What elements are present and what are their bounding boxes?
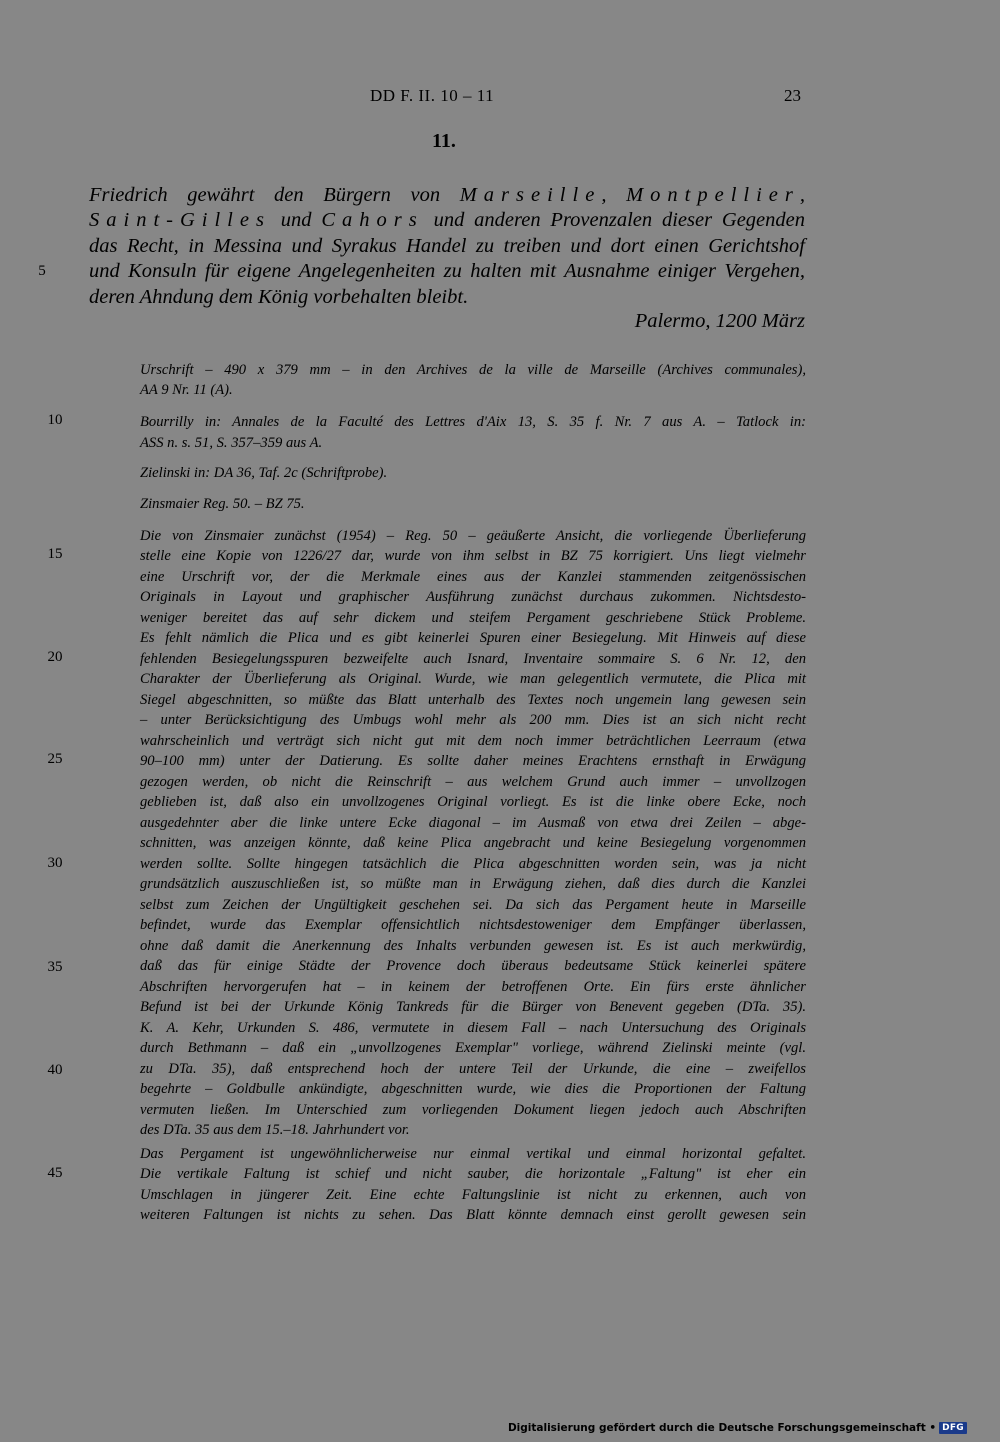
commentary-line: ASS n. s. 51, S. 357–359 aus A.	[140, 435, 323, 451]
regest-line	[89, 208, 805, 233]
line-number: 15	[47, 546, 63, 562]
commentary-line: Das Pergament ist ungewöhnlicherweise nur einmal vertikal und einmal horizontal gefaltet.	[140, 1146, 806, 1162]
commentary-line: vermuten ließen. Im Unterschied zum vorliegenden Dokument liegen jedoch auch Abschriften	[140, 1102, 806, 1118]
digitization-credit	[508, 1422, 967, 1434]
commentary-line: stelle eine Kopie von 1226/27 dar, wurde von ihm selbst in BZ 75 korrigiert. Uns liegt vielmehr	[140, 548, 806, 564]
regest-line	[89, 234, 805, 259]
running-head: DD F. II. 10 – 11	[370, 86, 495, 105]
commentary-line: Umschlagen in jüngerer Zeit. Eine echte Faltungslinie ist nicht zu erkennen, auch von	[140, 1187, 806, 1203]
commentary-line: zu DTa. 35), daß entsprechend hoch der untere Teil der Urkunde, die eine – zweifellos	[140, 1061, 806, 1077]
commentary-line: Es fehlt nämlich die Plica und es gibt keinerlei Spuren einer Besiegelung. Mit Hinweis auf diese	[140, 630, 806, 646]
commentary-line: daß das für einige Städte der Provence doch überaus bedeutsame Stück keinerlei spätere	[140, 958, 806, 974]
commentary-line: schnitten, was anzeigen könnte, daß keine Plica angebracht und keine Besiegelung vorgenommen	[140, 835, 806, 851]
commentary-line: gezogen werden, ob nicht die Reinschrift – aus welchem Grund auch immer – unvollzogen	[140, 774, 806, 790]
regest-text: und	[270, 209, 322, 231]
commentary-line: Abschriften hervorgerufen hat – in keinem der betroffenen Orte. Ein fürs erste ähnlicher	[140, 979, 806, 995]
line-number: 10	[47, 412, 63, 428]
commentary-line: Urschrift – 490 x 379 mm – in den Archives de la ville de Marseille (Archives communales),	[140, 362, 806, 378]
commentary-line: begehrte – Goldbulle ankündigte, abgeschnitten wurde, wie dies die Proportionen der Faltung	[140, 1081, 806, 1097]
commentary-line: Zinsmaier Reg. 50. – BZ 75.	[140, 496, 305, 512]
commentary-line: selbst zum Zeichen der Ungültigkeit geschehen sei. Da sich das Pergament heute in Marseille	[140, 897, 806, 913]
commentary-line: K. A. Kehr, Urkunden S. 486, vermutete in diesem Fall – nach Untersuchung des Originals	[140, 1020, 806, 1036]
commentary-line: Originals in Layout und graphischer Ausführung zunächst durchaus zukommen. Nichtsdesto-	[140, 589, 806, 605]
page-number: 23	[784, 86, 801, 105]
regest-text: und Konsuln für eigene Angelegenheiten zu halten mit Ausnahme einiger Vergehen,	[89, 260, 805, 282]
regest-text: deren Ahndung dem König vorbehalten bleibt.	[89, 286, 469, 308]
regest-text: und anderen Provenzalen dieser Gegenden	[423, 209, 805, 231]
commentary-line: Zielinski in: DA 36, Taf. 2c (Schriftprobe).	[140, 465, 388, 481]
commentary-line: weniger bereitet das auf sehr dickem und steifem Pergament geschriebene Stück Probleme.	[140, 610, 806, 626]
regest-text: ,	[799, 184, 805, 206]
line-number: 30	[47, 855, 63, 871]
regest-text: Friedrich gewährt den Bürgern von	[89, 184, 460, 206]
regest-line	[89, 285, 805, 310]
commentary-line: des DTa. 35 aus dem 15.–18. Jahrhundert vor.	[140, 1122, 410, 1138]
commentary-line: ausgedehnter aber die linke untere Ecke diagonal – im Ausmaß von etwa drei Zeilen – abge-	[140, 815, 806, 831]
commentary-line: weiteren Faltungen ist nichts zu sehen. Das Blatt könnte demnach einst gerollt gewesen sein	[140, 1207, 806, 1223]
commentary-line: eine Urschrift vor, der die Merkmale eines aus der Kanzlei stammenden zeitgenössischen	[140, 569, 806, 585]
commentary-line: – unter Berücksichtigung des Umbugs wohl mehr als 200 mm. Dies ist an sich nicht recht	[140, 712, 806, 728]
commentary-line: Die vertikale Faltung ist schief und nicht sauber, die horizontale „Faltung" ist eher ein	[140, 1166, 806, 1182]
regest-text: das Recht, in Messina und Syrakus Handel zu treiben und dort einen Gerichtshof	[89, 235, 805, 257]
line-number: 35	[47, 959, 63, 975]
commentary-line: durch Bethmann – daß ein „unvollzogenes Exemplar" vorliege, während Zielinski meinte (vgl.	[140, 1040, 806, 1056]
commentary-line: Charakter der Überlieferung als Original. Wurde, wie man gelegentlich vermutete, die Plica mit	[140, 671, 806, 687]
commentary-line: wahrscheinlich und verträgt sich nicht gut mit dem noch immer beträchtlichen Leerraum (etwa	[140, 733, 806, 749]
commentary-line: fehlenden Besiegelungsspuren bezweifelte auch Isnard, Inventaire sommaire S. 6 Nr. 12, den	[140, 651, 806, 667]
commentary-line: werden sollte. Sollte hingegen tatsächlich die Plica abgeschnitten worden sein, was ja nicht	[140, 856, 806, 872]
line-number: 20	[47, 649, 63, 665]
line-number: 45	[47, 1165, 63, 1181]
place-name: Saint-Gilles	[89, 209, 271, 231]
commentary-line: Bourrilly in: Annales de la Faculté des Lettres d'Aix 13, S. 35 f. Nr. 7 aus A. – Tatlock in:	[140, 414, 806, 430]
commentary-line: ohne daß damit die Anerkennung des Inhalts verbunden gewesen ist. Es ist auch merkwürdig,	[140, 938, 806, 954]
commentary-line: 90–100 mm) unter der Datierung. Es sollte daher meines Erachtens ernsthaft in Erwägung	[140, 753, 806, 769]
commentary-line: AA 9 Nr. 11 (A).	[140, 382, 233, 398]
commentary-line: Siegel abgeschnitten, so müßte das Blatt unterhalb des Textes noch ungemein lang gewesen sein	[140, 692, 806, 708]
date-place: Palermo, 1200 März	[634, 310, 805, 332]
regest-text: ,	[601, 184, 627, 206]
commentary-line: Die von Zinsmaier zunächst (1954) – Reg. 50 – geäußerte Ansicht, die vorliegende Überlieferung	[140, 528, 806, 544]
commentary-line: befindet, wurde das Exemplar offensichtlich nichtsdestoweniger dem Empfänger überlassen,	[140, 917, 806, 933]
commentary-line: Befund ist bei der Urkunde König Tankreds für die Bürger von Benevent gegeben (DTa. 35).	[140, 999, 806, 1015]
place-name: Montpellier	[626, 184, 800, 206]
regest-line	[89, 183, 805, 208]
document-number: 11.	[432, 130, 456, 152]
place-name: Cahors	[321, 209, 424, 231]
line-number: 5	[38, 263, 46, 279]
regest-line	[89, 259, 805, 284]
commentary-line: grundsätzlich auszuschließen ist, so müßte man in Erwägung ziehen, daß dies durch die Kanzlei	[140, 876, 806, 892]
credit-text: Digitalisierung gefördert durch die Deutsche Forschungsgemeinschaft •	[507, 1422, 937, 1434]
line-number: 40	[47, 1062, 63, 1078]
commentary-line: geblieben ist, daß also ein unvollzogenes Original vorliegt. Es ist die linke obere Ecke, noch	[140, 794, 806, 810]
line-number: 25	[47, 751, 63, 767]
place-name: Marseille	[459, 184, 602, 206]
dfg-logo: DFG	[939, 1422, 967, 1434]
